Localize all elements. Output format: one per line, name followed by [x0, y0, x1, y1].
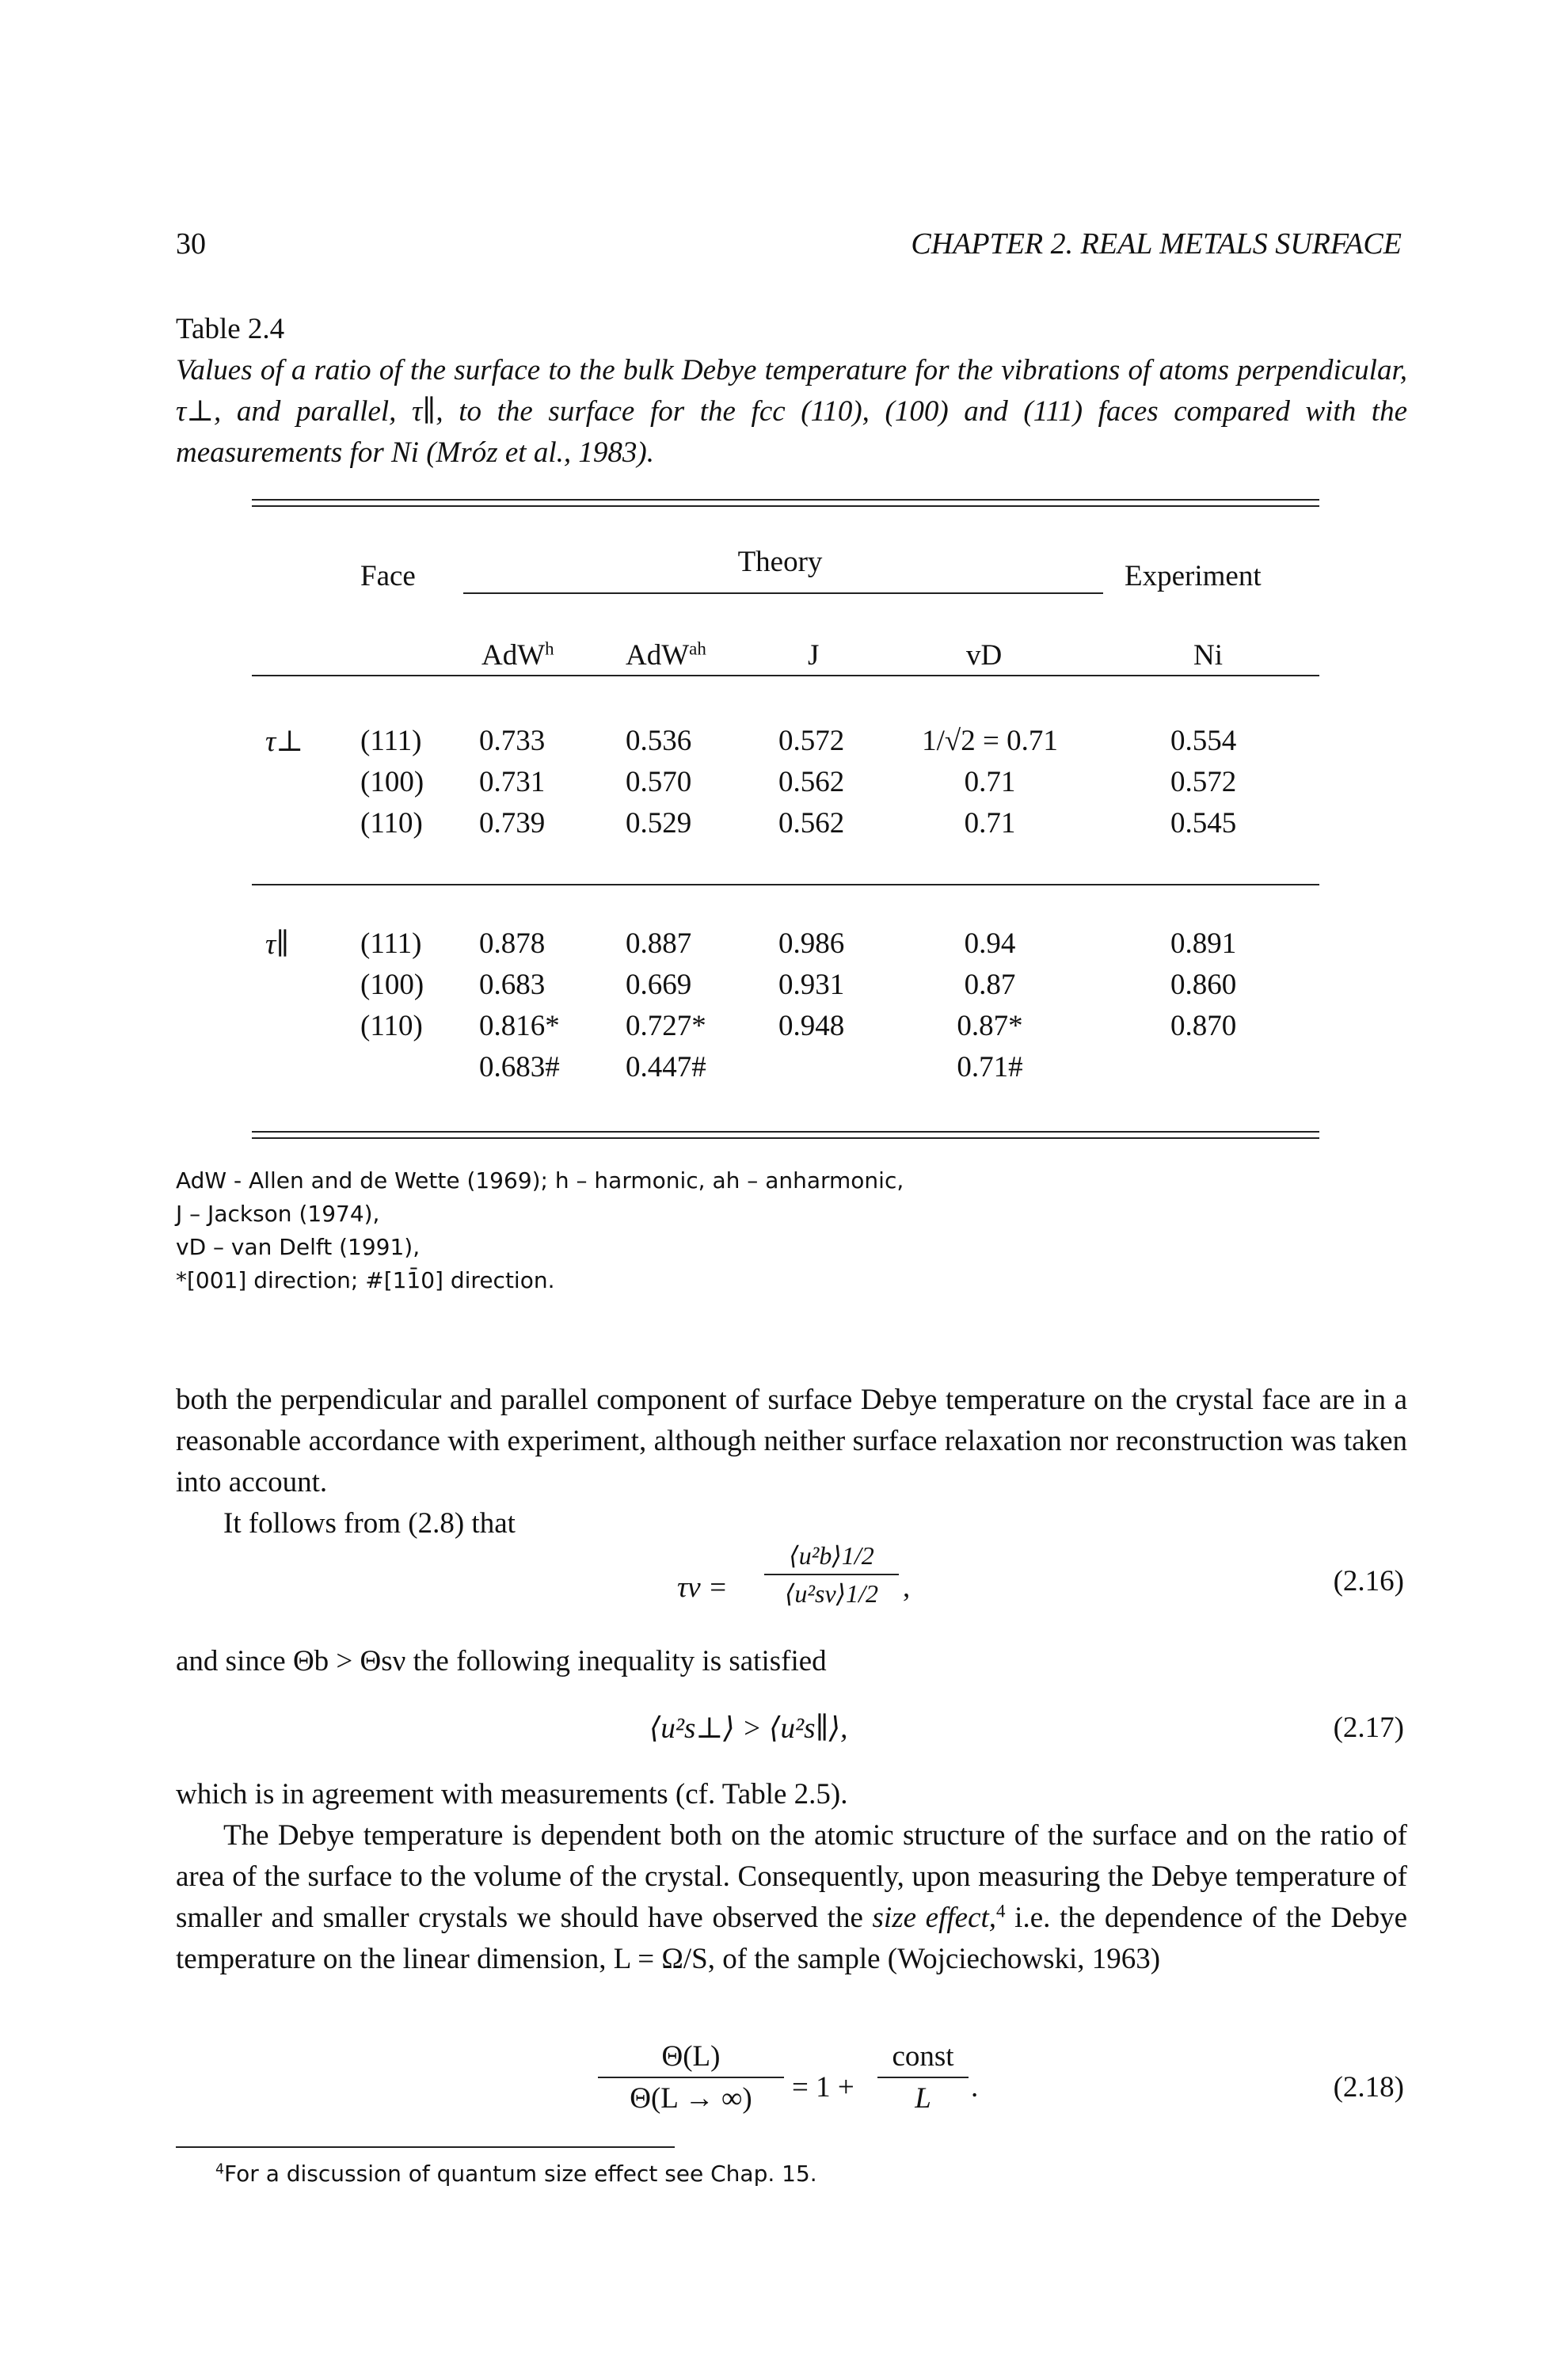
equation-2-18-fraction-1 — [598, 2039, 784, 2115]
paragraph-1: both the perpendicular and parallel component of surface Debye temperature on the crystal face are in a reasonable accordance with experiment, although neither surface relaxation nor reconstruction was taken into account. — [176, 1384, 1407, 1498]
size-effect-term: size effect, — [872, 1902, 997, 1934]
col-header-vd: vD — [966, 639, 1003, 672]
mid-rule — [252, 884, 1319, 885]
footnote — [215, 2157, 817, 2191]
equation-2-16-lhs: τν = — [677, 1571, 728, 1604]
table-cell: 0.562 — [778, 766, 845, 798]
table-row-par-3-face: (110) — [360, 1010, 423, 1042]
equation-number-2-18: (2.18) — [1333, 2071, 1404, 2104]
table-note: *[001] direction; #[11̄0] direction. — [176, 1267, 555, 1293]
table-cell: 0.887 — [626, 927, 692, 960]
equation-2-18-const: const — [892, 2040, 954, 2073]
theory-underline — [463, 592, 1103, 594]
table-label: Table 2.4 — [176, 313, 285, 345]
table-caption-text: Values of a ratio of the surface to the bulk Debye temperature for the vibrations of atoms perpendicular, τ⊥, and parallel, τ∥, to the surface for the fcc (110), (100) and (111) faces compared with the measurements for Ni (Mróz et al., 1983). — [176, 354, 1407, 469]
equation-2-18-fraction-2 — [877, 2039, 969, 2115]
table-cell: 0.71 — [964, 766, 1016, 798]
table-cell: 1/√2 = 0.71 — [922, 725, 1058, 757]
footnote-rule — [176, 2146, 675, 2148]
col-header-experiment: Experiment — [1125, 560, 1262, 592]
table-bottom-rule — [252, 1131, 1319, 1133]
table-cell: 0.931 — [778, 969, 845, 1001]
col-header-adwh: AdW$^h$ — [481, 638, 554, 672]
chapter-title: CHAPTER 2. REAL METALS SURFACE — [911, 227, 1402, 261]
col-header-adwah: AdW$^{ah}$ — [626, 638, 706, 672]
table-cell: 0.570 — [626, 766, 692, 798]
table-cell: 0.816* — [479, 1010, 560, 1042]
table-row-perp-3-face: (110) — [360, 807, 423, 840]
tau-par-row-label: τ∥ — [265, 928, 290, 961]
tau-perp-symbol: τ⊥ — [176, 395, 215, 428]
table-cell: 0.554 — [1170, 725, 1237, 757]
table-cell: 0.683# — [479, 1051, 560, 1083]
table-cell: 0.529 — [626, 807, 692, 840]
equation-2-18-numerator: Θ(L) — [661, 2040, 721, 2073]
tau-par-symbol: τ∥ — [412, 395, 436, 428]
table-row-perp-2-face: (100) — [360, 766, 424, 798]
table-bottom-rule-2 — [252, 1137, 1319, 1139]
table-cell: 0.71 — [964, 807, 1016, 840]
equation-2-18-denominator: Θ(L → ∞) — [630, 2082, 752, 2115]
table-row-par-1-face: (111) — [360, 927, 422, 960]
equation-2-16-numerator: ⟨u²b⟩1/2 — [789, 1541, 874, 1570]
equation-2-16-fraction — [764, 1540, 899, 1609]
table-cell: 0.891 — [1170, 927, 1237, 960]
equation-2-16-tail: , — [903, 1571, 911, 1604]
col-header-ni: Ni — [1193, 639, 1223, 672]
equation-number-2-16: (2.16) — [1333, 1565, 1404, 1597]
table-note: AdW - Allen and de Wette (1969); h – harmonic, ah – anharmonic, — [176, 1167, 904, 1194]
table-cell: 0.727* — [626, 1010, 706, 1042]
table-cell: 0.87* — [957, 1010, 1023, 1042]
table-row-perp-1-face: (111) — [360, 725, 422, 757]
table-cell: 0.731 — [479, 766, 546, 798]
table-cell: 0.669 — [626, 969, 692, 1001]
table-note: vD – van Delft (1991), — [176, 1234, 421, 1260]
table-cell: 0.948 — [778, 1010, 845, 1042]
col-header-theory: Theory — [737, 546, 823, 578]
table-cell: 0.536 — [626, 725, 692, 757]
table-cell: 0.545 — [1170, 807, 1237, 840]
table-cell: 0.986 — [778, 927, 845, 960]
equation-2-18-L: L — [915, 2082, 931, 2115]
table-cell: 0.733 — [479, 725, 546, 757]
tau-perp-row-label: τ⊥ — [265, 725, 304, 758]
equation-2-18-mid: = 1 + — [792, 2071, 854, 2104]
footnote-ref-4: 4 — [996, 1901, 1006, 1921]
table-cell: 0.562 — [778, 807, 845, 840]
table-notes — [176, 1164, 1407, 1297]
table-cell: 0.739 — [479, 807, 546, 840]
table-cell: 0.87 — [964, 969, 1016, 1001]
table-cell: 0.572 — [778, 725, 845, 757]
table-note: J – Jackson (1974), — [176, 1201, 380, 1227]
col-header-j: J — [808, 639, 820, 672]
header-rule — [252, 675, 1319, 676]
paragraph-4: which is in agreement with measurements (cf. Table 2.5). — [176, 1778, 848, 1811]
table-cell: 0.572 — [1170, 766, 1237, 798]
page-number: 30 — [176, 227, 206, 261]
table-top-rule-2 — [252, 505, 1319, 507]
equation-number-2-17: (2.17) — [1333, 1712, 1404, 1744]
equation-2-18-tail: . — [971, 2071, 979, 2104]
table-cell: 0.447# — [626, 1051, 706, 1083]
paragraph-5: The Debye temperature is dependent both on the atomic structure of the surface and on the ratio of area of the surface to the volume of the crystal. Consequently, upon measuring the Debye temperature of smaller and smaller crystals we should have observed the size effect,$^4$ i.e. the dependence of the Debye temperature on the linear dimension, L = Ω/S, of the sample (Wojciechowski, 1963) — [176, 1819, 1408, 1975]
paragraph-3: and since Θb > Θsν the following inequality is satisfied — [176, 1645, 827, 1677]
table-cell: 0.870 — [1170, 1010, 1237, 1042]
paragraph-2: It follows from (2.8) that — [223, 1507, 516, 1540]
table-cell: 0.683 — [479, 969, 546, 1001]
table-row-par-2-face: (100) — [360, 969, 424, 1001]
equation-2-17: ⟨u²s⊥⟩ > ⟨u²s∥⟩, — [649, 1712, 848, 1745]
equation-2-16-denominator: ⟨u²sν⟩1/2 — [784, 1579, 879, 1608]
footnote-text: For a discussion of quantum size effect see Chap. 15. — [224, 2161, 817, 2187]
footnote-mark: 4 — [215, 2161, 225, 2178]
table-cell: 0.878 — [479, 927, 546, 960]
table-top-rule — [252, 499, 1319, 501]
table-cell: 0.860 — [1170, 969, 1237, 1001]
table-cell: 0.94 — [964, 927, 1016, 960]
table-cell: 0.71# — [957, 1051, 1023, 1083]
col-header-face: Face — [360, 560, 416, 592]
